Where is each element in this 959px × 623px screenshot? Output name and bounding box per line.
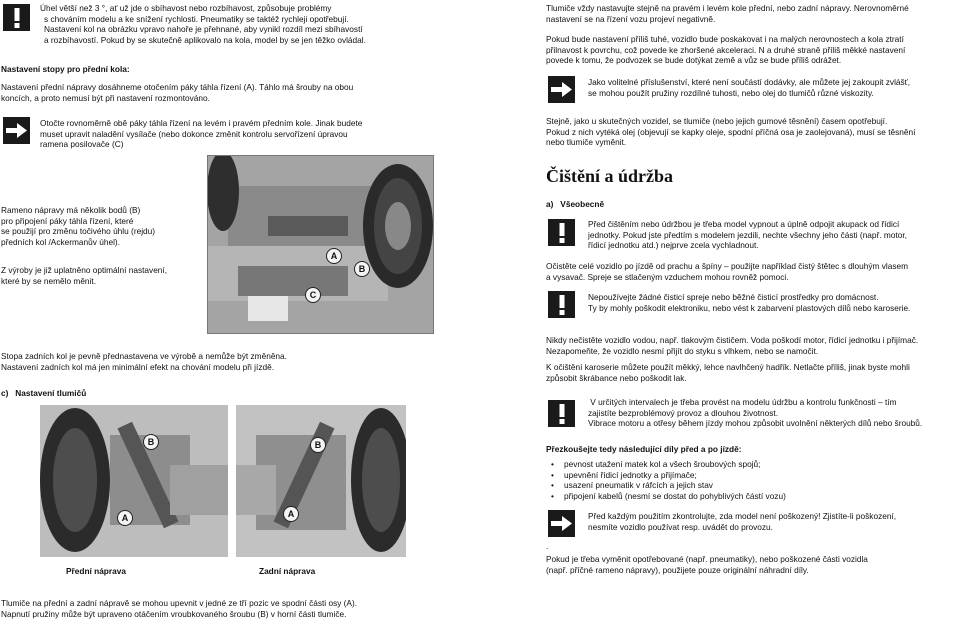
warning-icon <box>548 291 575 318</box>
shock-heading: c) Nastavení tlumičů <box>1 388 87 398</box>
wear-text: Stejně, jako u skutečných vozidel, se tlumiče (nebo jejich gumové těsnění) časem opotřebují. Pokud z nich vytéká olej (objevují se kapky oleje, spodní příčná osa je zaolejovaná), musí se těsnění nebo tlumiče vyměnit. <box>546 116 916 148</box>
callout-b: B <box>354 261 370 277</box>
subsection-general: a) Všeobecně <box>546 199 605 209</box>
callout-c: C <box>305 287 321 303</box>
list-item: • upevnění řídicí jednotky a přijímače; <box>546 470 946 481</box>
rear-callout-b: B <box>310 437 326 453</box>
caption-rear-axle: Zadní náprava <box>259 566 316 576</box>
warning-disconnect: Před čištěním nebo údržbou je třeba model vypnout a úplně odpojit akupack od řídicí jednotky. Pokud jste předtím s modelem jezdili, nechte všechny jeho části (např. motor, řídicí jednotku atd.) nejprve zcela vychladnout. <box>588 219 907 251</box>
shock-even-text: Tlumiče vždy nastavujte stejně na pravém i levém kole přední, nebo zadní nápravy. Nerovnoměrné nastavení se na řízení vozu projeví negativně. <box>546 3 909 24</box>
warning-icon <box>548 219 575 246</box>
spare-parts-text: Pokud je třeba vyměnit opotřebované (např. pneumatiky), nebo poškozené části vozidla (např. příčné rameno nápravy), použijete pouze originální náhradní díly. <box>546 554 868 575</box>
section-title: Čištění a údržba <box>546 166 674 186</box>
arrow-right-icon <box>548 76 575 103</box>
body-cleaning-text: K očištění karoserie můžete použít měkký, lehce navlhčený hadřík. Netlačte příliš, jinak byste mohli způsobit škrábance nebo poškodit lak. <box>546 362 910 383</box>
front-toe-heading: Nastavení stopy pro přední kola: <box>1 64 130 74</box>
rear-axle-shock-photo <box>236 405 406 557</box>
front-callout-a: A <box>117 510 133 526</box>
front-toe-text: Nastavení přední nápravy dosáhneme otočením páky táhla řízení (A). Táhlo má šrouby na obou koncích, a proto nemusí být při nastavení rozmontováno. <box>1 82 354 103</box>
caption-front-axle: Přední náprava <box>66 566 126 576</box>
warning-icon <box>548 400 575 427</box>
shock-position-text: Tlumiče na přední a zadní nápravě se mohou upevnit v jedné ze tří pozic ve spodní části osy (A). Napnutí pružiny může být upraveno otáčením vroubkovaného šroubu (B) v horní části tlumiče. <box>1 598 358 619</box>
arrow-right-icon <box>3 117 30 144</box>
warning-icon <box>3 4 30 31</box>
arrow-right-icon <box>548 510 575 537</box>
list-item: • usazení pneumatik v ráfcích a jejich stav <box>546 480 946 491</box>
axle-arm-text: Rameno nápravy má několik bodů (B) pro připojení páky táhla řízení, které se použijí pro změnu točivého úhlu (rejdu) předních kol /Ackermanův úhel). <box>1 205 156 247</box>
dot-mark: . <box>546 541 549 551</box>
clean-dust-text: Očistěte celé vozidlo po jízdě od prachu a špíny – použijte například čistý štětec s dlouhým vlasem a vysavač. Spreje se stlačeným vzduchem mohou rovněž pomoci. <box>546 261 909 282</box>
warning-no-sprays: Nepoužívejte žádné čisticí spreje nebo běžné čisticí prostředky pro domácnost. Ty by mohly poškodit elektroniku, nebo vést k zabarvení plastových dílů nebo karoserie. <box>588 292 911 313</box>
front-callout-b: B <box>143 434 159 450</box>
stiffness-text: Pokud bude nastavení příliš tuhé, vozidlo bude poskakovat i na malých nerovnostech a kola ztratí přilnavost k povrchu, což povede ke zhoršené akceleraci. N a druhé straně příliš měkké nastavení povede k tomu, že podvozek se bude dotýkat země a vůz se bude příliš odrážet. <box>546 34 906 66</box>
warning-maintenance: V určitých intervalech je třeba provést na modelu údržbu a kontrolu funkčnosti – tím zajistíte bezproblémový provoz a dlouhou životnost. Vibrace motoru a otřesy během jízdy mohou způsobit uvolnění některých dílů nebo šroubů. <box>588 397 923 429</box>
warning-text-camber: Úhel větší než 3 °, ať už jde o sbíhavost nebo rozbíhavost, způsobuje problémy s chováním modelu a ke snížení rychlosti. Pneumatiky se taktéž rychleji opotřebují. Nastavení kol na obrázku vpravo nahoře je přehnané, aby vynikl rozdíl mezi sbíhavostí a rozbíhavostí. Pokud by se skutečně aplikovalo na kola, model by se jen těžko ovládal. <box>40 3 366 45</box>
list-item: • pevnost utažení matek kol a všech šroubových spojů; <box>546 459 946 470</box>
damage-check-note: Před každým použitím zkontrolujte, zda model není poškozený! Zjistíte-li poškození, nesmíte vozidlo používat resp. uvádět do provozu. <box>588 511 897 532</box>
checklist <box>546 459 946 501</box>
front-axle-photo <box>207 155 434 334</box>
accessories-note: Jako volitelné příslušenství, které není součástí dodávky, ale můžete jej zakoupit zvlášť, se mohou použít pružiny rozdílné tuhosti, nebo olej do tlumičů různé viskozity. <box>588 77 911 98</box>
checklist-heading: Přezkoušejte tedy následující díly před a po jízdě: <box>546 444 742 454</box>
rear-toe-text: Stopa zadních kol je pevně přednastavena ve výrobě a nemůže být změněna. Nastavení zadních kol má jen minimální efekt na chování modelu při jízdě. <box>1 351 287 372</box>
factory-setting-text: Z výroby je již uplatněno optimální nastavení, které by se nemělo měnit. <box>1 265 168 286</box>
callout-a: A <box>326 248 342 264</box>
rear-callout-a: A <box>283 506 299 522</box>
list-item: • připojení kabelů (nesmí se dostat do pohyblivých částí vozu) <box>546 491 946 502</box>
steering-note: Otočte rovnoměrně obě páky táhla řízení na levém i pravém předním kole. Jinak budete muset upravit naladění vysílače (nebo dokonce změnit kontrolu servořízení úpravou ramena posilovače (C) <box>40 118 363 150</box>
front-axle-shock-photo <box>40 405 228 557</box>
no-water-text: Nikdy nečistěte vozidlo vodou, např. tlakovým čističem. Voda poškodí motor, řídicí jednotku i přijímač. Nezapomeňte, že vozidlo nesmí přijít do styku s vlhkem, nebo se namočit. <box>546 335 919 356</box>
